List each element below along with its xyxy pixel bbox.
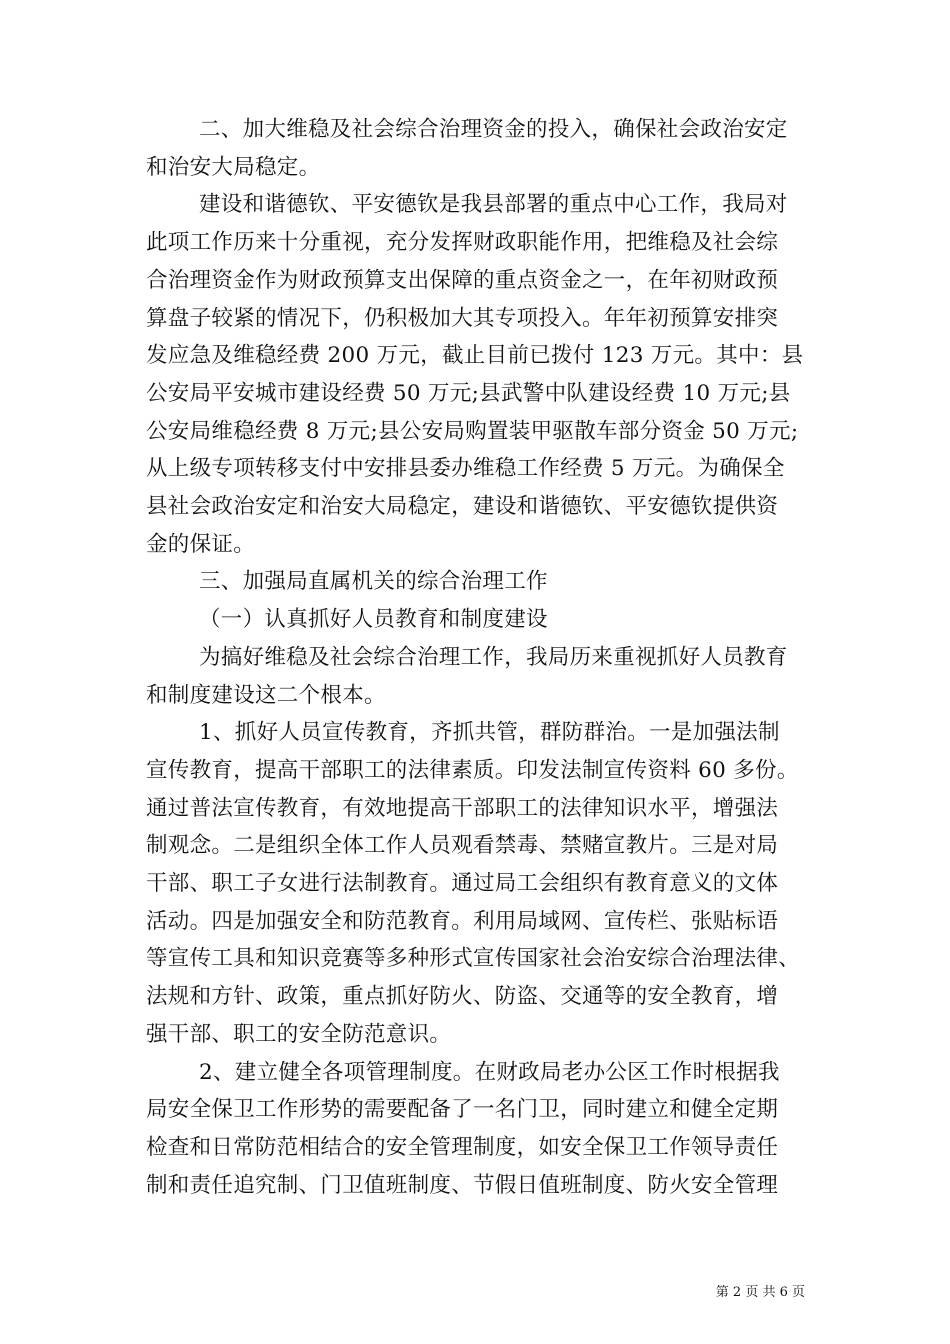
text-line: 法规和方针、政策，重点抓好防火、防盗、交通等的安全教育，增	[146, 984, 779, 1009]
text-line: 局安全保卫工作形势的需要配备了一名门卫，同时建立和健全定期	[146, 1097, 779, 1122]
page-number-footer: 第 2 页 共 6 页	[715, 1285, 805, 1300]
text-line: 二、加大维稳及社会综合治理资金的投入，确保社会政治安定	[199, 117, 788, 142]
text-line: 检查和日常防范相结合的安全管理制度，如安全保卫工作领导责任	[146, 1135, 779, 1160]
text-line: 和治安大局稳定。	[146, 155, 321, 180]
text-line: 和制度建设这二个根本。	[146, 683, 386, 708]
text-line: 宣传教育，提高干部职工的法律素质。印发法制宣传资料 60 多份。	[146, 758, 799, 783]
text-line: 制观念。二是组织全体工作人员观看禁毒、禁赌宣教片。三是对局	[146, 833, 779, 858]
text-line: 通过普法宣传教育，有效地提高干部职工的法律知识水平，增强法	[146, 796, 779, 821]
text-line: 制和责任追究制、门卫值班制度、节假日值班制度、防火安全管理	[146, 1173, 779, 1198]
text-line: 2、建立健全各项管理制度。在财政局老办公区工作时根据我	[199, 1060, 780, 1085]
text-line: 活动。四是加强安全和防范教育。利用局域网、宣传栏、张贴标语	[146, 909, 779, 934]
text-line: 强干部、职工的安全防范意识。	[146, 1022, 452, 1047]
text-line: 建设和谐德钦、平安德钦是我县部署的重点中心工作，我局对	[199, 192, 788, 217]
text-line: 为搞好维稳及社会综合治理工作，我局历来重视抓好人员教育	[199, 645, 788, 670]
text-line: 县社会政治安定和治安大局稳定，建设和谐德钦、平安德钦提供资	[146, 494, 779, 519]
text-line: （一）认真抓好人员教育和制度建设	[199, 607, 548, 632]
text-line: 1、抓好人员宣传教育，齐抓共管，群防群治。一是加强法制	[199, 720, 780, 745]
text-line: 合治理资金作为财政预算支出保障的重点资金之一，在年初财政预	[146, 268, 779, 293]
text-line: 算盘子较紧的情况下，仍积极加大其专项投入。年年初预算安排突	[146, 306, 779, 331]
text-line: 公安局平安城市建设经费 50 万元;县武警中队建设经费 10 万元;县	[146, 381, 791, 406]
text-line: 干部、职工子女进行法制教育。通过局工会组织有教育意义的文体	[146, 871, 779, 896]
text-line: 金的保证。	[146, 532, 256, 557]
text-line: 从上级专项转移支付中安排县委办维稳工作经费 5 万元。为确保全	[146, 456, 785, 481]
text-line: 公安局维稳经费 8 万元;县公安局购置装甲驱散车部分资金 50 万元;	[146, 419, 799, 444]
text-line: 发应急及维稳经费 200 万元，截止目前已拨付 123 万元。其中：县	[146, 343, 804, 368]
text-line: 等宣传工具和知识竞赛等多种形式宣传国家社会治安综合治理法律、	[146, 946, 801, 971]
text-line: 三、加强局直属机关的综合治理工作	[199, 569, 548, 594]
text-line: 此项工作历来十分重视，充分发挥财政职能作用，把维稳及社会综	[146, 230, 779, 255]
